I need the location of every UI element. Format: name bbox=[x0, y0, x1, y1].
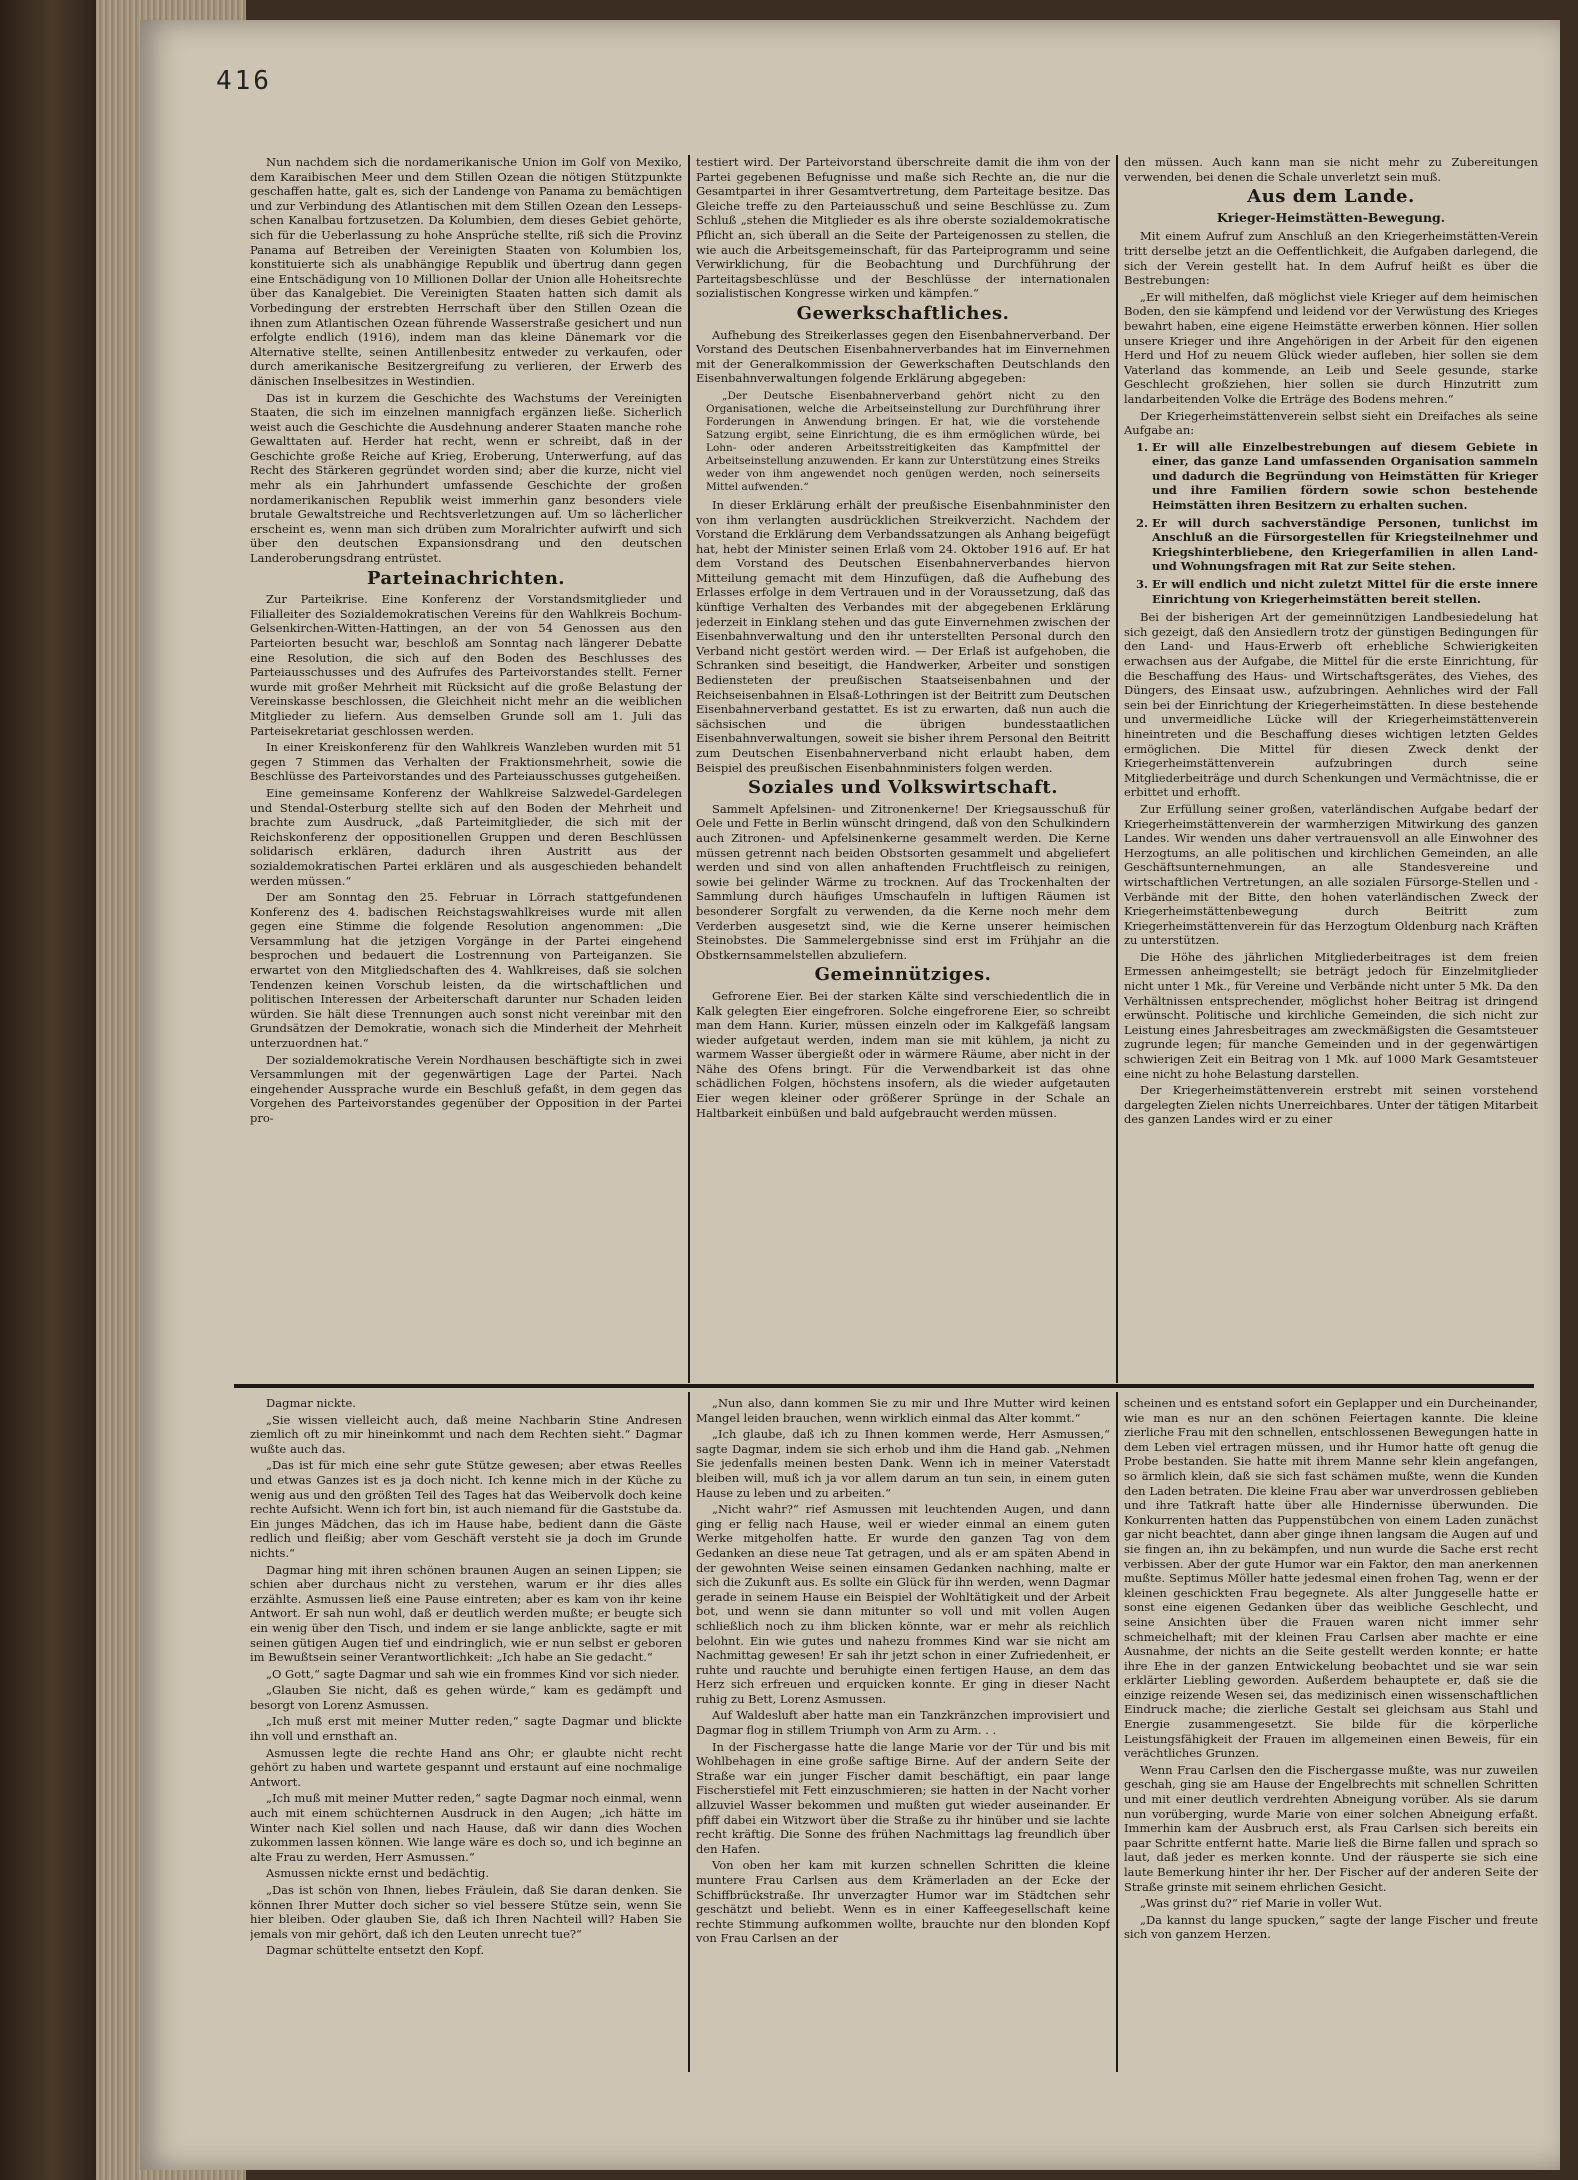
article-paragraph: Zur Erfüllung seiner großen, vaterländischen Aufgabe bedarf der Kriegerheimstättenverein der warmherzigen Mitwirkung des ganzen Landes. Wir wenden uns daher vertrauensvoll an alle Einwohner des Herzogtums, an alle politischen und kirchlichen Gemeinden, an alle Geschäftsunternehmungen, an alle Standesvereine und wirtschaftlichen Vertretungen, an alle sozialen Fürsorge-Stellen und -Verbände mit der Bitte, den hohen vaterländischen Zweck der Kriegerheimstättenbewegung durch Beitritt zum Kriegerheimstättenverein für das Herzogtum Oldenburg nach Kräften zu unterstützen. bbox=[1124, 801, 1538, 948]
article-paragraph: Die Höhe des jährlichen Mitgliederbeitrages ist dem freien Ermessen anheimgestellt; sie beträgt jedoch für Einzelmitglieder nicht unter 1 Mk., für Vereine und Verbände nicht unter 5 Mk. Da den Verhältnissen entsprechender, möglichst hoher Beitrag ist dringend erwünscht. Politische und kirchliche Gemeinden, die sich nicht zur Leistung eines Jahresbeitrages am zweckmäßigsten die Gesamtsteuer zugrunde legen; für manche Gemeinden und in der gegenwärtigen schwierigen Zeit ein Beitrag von 1 Mk. auf 1000 Mark Gesamtsteuer eine nicht zu hohe Belastung darstellen. bbox=[1124, 949, 1538, 1081]
article-paragraph: Nun nachdem sich die nordamerikanische Union im Golf von Mexiko, dem Karaibischen Meer und dem Stillen Ozean die nötigen Stützpunkte geschaffen hatte, galt es, sich der Landenge von Panama zu bemächtigen und zur Verbindung des Atlantischen mit dem Stillen Ozean den Lesseps-schen Kanalbau fortzusetzen. Da Kolumbien, dem dieses Gebiet gehörte, sich für die Ueberlassung zu hohe Ansprüche stellte, riß sich die Provinz Panama auf Betreiben der Vereinigten Staaten von Kolumbien los, konstituierte sich als unabhängige Republik und übertrug dann gegen eine Entschädigung von 10 Millionen Dollar der Union alle Hoheitsrechte über das Kanalgebiet. Die Vereinigten Staaten hatten sich damit als Vorbedingung der erstrebten Herrschaft über den Stillen Ozean die ihnen zum Atlantischen Ozean führende Wasserstraße gesichert und nun erfolgte endlich (1916), indem man das kleine Dänemark vor die Alternative stellte, seinen Antillenbesitz entweder zu verkaufen, oder durch amerikanische Besitzergreifung zu verlieren, der Erwerb des dänischen Inselbesitzes in Westindien. bbox=[250, 155, 682, 388]
column-rule-1 bbox=[688, 155, 690, 1383]
article-paragraph: Der sozialdemokratische Verein Nordhausen beschäftigte sich in zwei Versammlungen mit der gegenwärtigen Lage der Partei. Nach eingehender Aussprache wurde ein Beschluß gefaßt, in dem gegen das Vorgehen des Parteivorstandes gegenüber der Opposition in der Partei pro- bbox=[250, 1052, 682, 1125]
story-paragraph: „Nicht wahr?“ rief Asmussen mit leuchtenden Augen, und dann ging er fellig nach Hause, weil er wieder einmal an einem guten Werke mitgeholfen hatte. Er wurde den ganzen Tag von dem Gedanken an diese neue Tat getragen, und als er am späten Abend in der gewohnten Weise seinen einsamen Gedanken nachhing, malte er sich die Zukunft aus. Es sollte ein Glück für ihn werden, wenn Dagmar gerade in seinem Hause ein Beispiel der Wohltätigkeit und der Arbeit bot, und wenn sie dann mitunter so voll und mit vollen Augen schließlich noch zu ihm blicken könnte, war er mehr als reichlich belohnt. Ein wie gutes und nahezu frommes Kind war sie nicht am Nachmittag gewesen! Er sah ihr jetzt schon in einer Zufriedenheit, er ruhte und rauchte und beruhigte einen fertigen Hause, an dem das Herz sich erfreuen und erquicken konnte. Er ging in dieser Nacht ruhig zu Bett, Lorenz Asmussen. bbox=[696, 1502, 1110, 1706]
list-item: 2. Er will durch sachverständige Personen, tunlichst im Anschluß an die Fürsorgestellen für Kriegsteilnehmer und Kriegshinterbliebene, den Kriegerfamilien in allen Land- und Wohnungsfragen mit Rat zur Seite stehen. bbox=[1152, 516, 1538, 574]
article-paragraph: den müssen. Auch kann man sie nicht mehr zu Zubereitungen verwenden, bei denen die Schale unverletzt sein muß. bbox=[1124, 155, 1538, 184]
story-paragraph: Von oben her kam mit kurzen schnellen Schritten die kleine muntere Frau Carlsen aus dem Krämerladen an der Ecke der Schiffbrückstraße. Ihr unverzagter Humor war im Städtchen sehr geschätzt und beliebt. Wenn es in einer Kaffeegesellschaft keine rechte Stimmung aufkommen wollte, brauchte nur den blonden Kopf von Frau Carlsen an der bbox=[696, 1858, 1110, 1946]
section-subheading: Krieger-Heimstätten-Bewegung. bbox=[1216, 209, 1446, 225]
section-heading-gewerkschaftliches: Gewerkschaftliches. bbox=[796, 302, 1010, 324]
article-paragraph: Der Kriegerheimstättenverein erstrebt mit seinen vorstehend dargelegten Zielen nichts Unerreichbares. Unter der tätigen Mitarbeit des ganzen Landes wird er zu einer bbox=[1124, 1083, 1538, 1127]
article-paragraph: Eine gemeinsame Konferenz der Wahlkreise Salzwedel-Gardelegen und Stendal-Osterburg stellte sich auf den Boden der Mehrheit und brachte zum Ausdruck, „daß Parteimitglieder, die sich mit der Reichskonferenz der oppositionellen Gruppen und deren Beschlüssen solidarisch erklären, dadurch ihren Austritt aus der sozialdemokratischen Partei erklären und als ausgeschieden behandelt werden müssen.“ bbox=[250, 785, 682, 888]
story-paragraph: In der Fischergasse hatte die lange Marie vor der Tür und bis mit Wohlbehagen in eine große saftige Birne. Auf der andern Seite der Straße war ein junger Fischer damit beschäftigt, ein paar lange Fischerstiefel mit Fett einzuschmieren; sie hatten in der Nacht vorher allzuviel Wasser bekommen und mußten gut wieder auseinander. Er pfiff dabei ein Witzwort über die Straße zu ihr hinüber und sie lachte recht kräftig. Die Sonne des frühen Nachmittags lag freundlich über den Hafen. bbox=[696, 1739, 1110, 1856]
story-paragraph: „Das ist für mich eine sehr gute Stütze gewesen; aber etwas Reelles und etwas Ganzes ist es ja doch nicht. Ich kenne mich in der Küche zu wenig aus und den größten Teil des Tages hat das Weibervolk doch keine rechte Aufsicht. Wenn ich fort bin, ist auch niemand für die Gaststube da. Ein junges Mädchen, das ich im Hause habe, bedient dann die Gäste redlich und fleißig; aber vom Geschäft versteht sie ja doch im Grunde nichts.“ bbox=[250, 1458, 682, 1560]
feuilleton-column-2 bbox=[696, 1396, 1110, 2072]
column-2 bbox=[696, 155, 1110, 1383]
feuilleton-rule-2 bbox=[1116, 1392, 1118, 2072]
feuilleton-column-3 bbox=[1124, 1396, 1538, 2072]
story-paragraph: „Ich muß mit meiner Mutter reden,“ sagte Dagmar noch einmal, wenn auch mit einem schüchternen Ausdruck in den Augen; „ich hätte im Winter nach Kiel sollen und nach Hause, daß wir dann dies Wochen zukommen lassen können. Wie lange wäre es doch so, und ich beginne an alte Frau zu werden, Herr Asmussen.“ bbox=[250, 1791, 682, 1864]
quoted-declaration: „Der Deutsche Eisenbahnerverband gehört nicht zu den Organisationen, welche die Arbeitseinstellung zur Durchführung ihrer Forderungen in Anwendung bringen. Er hat, wie die vorstehende Satzung ergibt, seine Einrichtung, die es ihm ermöglichen würde, bei Lohn- oder anderen Arbeitsstreitigkeiten das Kampfmittel der Arbeitseinstellung anzuwenden. Er kann zur Unterstützung eines Streiks weder von ihm angewendet noch genügen werden, noch seinerseits Mittel aufwenden.“ bbox=[706, 389, 1100, 493]
story-paragraph: „Ich glaube, daß ich zu Ihnen kommen werde, Herr Asmussen,“ sagte Dagmar, indem sie sich erhob und ihm die Hand gab. „Nehmen Sie jedenfalls meinen besten Dank. Wenn ich in meiner Vaterstadt bleiben will, muß ich ja vor allem darum an tun sein, in einem guten Hause zu leben und zu arbeiten.“ bbox=[696, 1427, 1110, 1500]
story-paragraph: „Ich muß erst mit meiner Mutter reden,“ sagte Dagmar und blickte ihn voll und ernsthaft an. bbox=[250, 1714, 682, 1744]
story-paragraph: Dagmar nickte. bbox=[266, 1396, 356, 1410]
story-paragraph: scheinen und es entstand sofort ein Geplapper und ein Durcheinander, wie man es nur an den schönen Feiertagen kannte. Die kleine zierliche Frau mit den schnellen, entschlossenen Bewegungen hatte in dem Leben viel ertragen müssen, und ihr Humor hatte oft genug die Probe bestanden. Sie hatte mit ihrem Manne sehr klein angefangen, so ärmlich klein, daß sie sich fast schämen mußte, wenn die Kunden den Laden betraten. Die kleine Frau aber war unverdrossen geblieben und ihre Tatkraft hatte über alle Hindernisse überwunden. Die Konkurrenten hatten das Puppenstübchen von einem Laden zunächst gar nicht beachtet, dann aber ginge ihnen langsam die Augen auf und sie fingen an, ihn zu bekämpfen, und nun wurde die Sache erst recht verbissen. Aber der gute Humor war ein Faktor, den man anerkennen mußte. Septimus Möller hatte jedesmal einen frohen Tag, wenn er der kleinen geschickten Frau begegnete. Als alter Junggeselle hatte er sonst eine eigenen Gedanken über das weibliche Geschlecht, und seine Ansichten über die Frauen waren nicht immer sehr schmeichelhaft; mit der kleinen Frau Carlsen aber machte er eine Ausnahme, der nichts an die Seite gestellt werden konnte; er hatte ihre Ehe in der ganzen Entwickelung beobachtet und sie war sein erklärter Liebling geworden. Außerdem behauptete er, daß sie die einzige reizende Wesen sei, das medizinisch einen wissenschaftlichen Eindruck mache; die zierliche Gestalt sei gleichsam aus Stahl und Energie zusammengesetzt. Sie bilde für die körperliche Leistungsfähigkeit der Frauen im allgemeinen einen Beweis, für ein verächtliches Grunzen. bbox=[1124, 1396, 1538, 1761]
story-paragraph: Dagmar hing mit ihren schönen braunen Augen an seinen Lippen; sie schien aber durchaus nicht zu verstehen, warum er ihr dies alles erzählte. Asmussen ließ eine Pause eintreten; aber es kam von ihr keine Antwort. Er sah nun wohl, daß er deutlich werden mußte; er beugte sich ein wenig über den Tisch, und indem er sie lange anblickte, sagte er mit seinen gütigen Augen tief und eindringlich, wie er nun selbst er geboren im Bewußtsein seiner Verantwortlichkeit: „Ich habe an Sie gedacht.“ bbox=[250, 1562, 682, 1665]
story-paragraph: „Was grinst du?“ rief Marie in voller Wut. bbox=[1140, 1896, 1383, 1911]
article-paragraph: Sammelt Apfelsinen- und Zitronenkerne! Der Kriegsausschuß für Oele und Fette in Berlin wünscht dringend, daß von den Schulkindern auch Zitronen- und Apfelsinenkerne gesammelt werden. Die Kerne müssen getrennt nach beiden Obstsorten gesammelt und abgeliefert werden und sind von allen anhaftenden Fruchtfleisch zu reinigen, sowie bei gelinder Wärme zu trocknen. Auf das Trockenhalten der Sammlung durch häufiges Umschaufeln in luftigen Räumen ist besonderer Sorgfalt zu verwenden, da die Kerne noch mehr dem Verderben ausgesetzt sind, wie die Kerne unserer heimischen Steinobstes. Die Sammelergebnisse sind erst im Frühjahr an die Obstkernsammelstellen abzuliefern. bbox=[696, 801, 1110, 962]
story-paragraph: „Da kannst du lange spucken,“ sagte der lange Fischer und freute sich von ganzem Herzen. bbox=[1124, 1912, 1538, 1942]
story-paragraph: Auf Waldesluft aber hatte man ein Tanzkränzchen improvisiert und Dagmar flog in stillem Triumph von Arm zu Arm. . . bbox=[696, 1708, 1110, 1738]
story-paragraph: Asmussen nickte ernst und bedächtig. bbox=[266, 1866, 490, 1881]
feuilleton-column-1 bbox=[250, 1396, 682, 2072]
column-3 bbox=[1124, 155, 1538, 1383]
article-paragraph: testiert wird. Der Parteivorstand überschreite damit die ihm von der Partei gegebenen Befugnisse und maße sich Rechte an, die nur die Gesamtpartei in ihrer Gesamtvertretung, dem Parteitage besitze. Das Gleiche treffe zu den Parteiausschuß und seine Beschlüsse zu. Zum Schluß „stehen die Mitglieder es als ihre oberste sozialdemokratische Pflicht an, sich überall an die Seite der Parteigenossen zu stellen, die wie auch die Arbeitsgemeinschaft, für das Parteiprogramm und seine Verwirklichung, für die Beobachtung und Durchführung der Parteitagsbeschlüsse und der Beschlüsse der internationalen sozialistischen Kongresse wirken und kämpfen.“ bbox=[696, 155, 1110, 301]
column-rule-2 bbox=[1116, 155, 1118, 1383]
feuilleton-rule-1 bbox=[688, 1392, 690, 2072]
article-paragraph: Mit einem Aufruf zum Anschluß an den Kriegerheimstätten-Verein tritt derselbe jetzt an die Oeffentlichkeit, die Aufgaben darlegend, die sich der Verein gestellt hat. In dem Aufruf heißt es über die Bestrebungen: bbox=[1124, 229, 1538, 288]
feuilleton-separator bbox=[234, 1384, 1534, 1388]
article-paragraph: Bei der bisherigen Art der gemeinnützigen Landbesiedelung hat sich gezeigt, daß den Ansiedlern trotz der günstigen Bedingungen für den Land- und Haus-Erwerb oft erhebliche Schwierigkeiten erwachsen aus der Aufgabe, die Mittel für die erste Einrichtung, für die Beschaffung des Haus- und Wirtschaftsgerätes, des Viehes, des Düngers, des Einsaat usw., aufzubringen. Aehnliches wird der Fall sein bei der Einrichtung der Kriegerheimstätten. In diese bestehende und unvermeidliche Lücke will der Kriegerheimstättenverein hineintreten und die Beschaffung dieses wichtigen letzten Geldes ermöglichen. Die Mittel für diesen Zweck denkt der Kriegerheimstättenverein aufzubringen durch seine Mitgliederbeiträge und durch Schenkungen und Vermächtnisse, die er erbittet und erhofft. bbox=[1124, 610, 1538, 800]
book-binding bbox=[0, 0, 96, 2180]
story-paragraph: Dagmar schüttelte entsetzt den Kopf. bbox=[266, 1943, 485, 1958]
story-paragraph: Wenn Frau Carlsen den die Fischergasse mußte, was nur zuweilen geschah, ging sie am Hause der Engelbrechts mit schnellen Schritten und mit einer deutlich verdrehten Abneigung vorüber. Als sie darum nun vorüberging, wurde Marie von einer solchen Abneigung erfaßt. Immerhin kam der Ausbruch erst, als Frau Carlsen sich bereits ein paar Schritte entfernt hatte. Marie ließ die Birne fallen und sprach so laut, daß jeder es merken konnte. Und der räusperte sie sich eine laute Bemerkung hinter ihr her. Der Fischer auf der anderen Seite der Straße grinste mit seinem ehrlichen Gesicht. bbox=[1124, 1762, 1538, 1894]
article-paragraph: Aufhebung des Streikerlasses gegen den Eisenbahnerverband. Der Vorstand des Deutschen Eisenbahnerverbandes hat im Einvernehmen mit der Generalkommission der Gewerkschaften Deutschlands den Eisenbahnverwaltungen folgende Erklärung abgegeben: bbox=[696, 327, 1110, 386]
section-heading-parteinachrichten: Parteinachrichten. bbox=[366, 567, 566, 589]
section-heading-aus-dem-lande: Aus dem Lande. bbox=[1247, 186, 1415, 208]
column-1 bbox=[250, 155, 682, 1383]
article-paragraph: Gefrorene Eier. Bei der starken Kälte sind verschiedentlich die in Kalk gelegten Eier eingefroren. Solche eingefrorene Eier, so schreibt man dem Hann. Kurier, müssen einzeln oder im Kalkgefäß langsam wieder aufgetaut werden, indem man sie mit kühlem, ja nicht zu warmem Wasser übergießt oder in wärmere Räume, aber nicht in der Nähe des Ofens bringt. Für die Verwendbarkeit ist das ohne schädlichen Folgen, höchstens insofern, als die wieder aufgetauten Eier wegen kleiner oder größerer Sprünge in der Schale an Haltbarkeit einbüßen und bald aufgebraucht werden müssen. bbox=[696, 988, 1110, 1120]
story-paragraph: Asmussen legte die rechte Hand ans Ohr; er glaubte nicht recht gehört zu haben und wartete gespannt und erstaunt auf eine nochmalige Antwort. bbox=[250, 1745, 682, 1789]
list-item: 3. Er will endlich und nicht zuletzt Mittel für die erste innere Einrichtung von Kriegerheimstätten bereit stellen. bbox=[1152, 577, 1538, 606]
article-paragraph: Das ist in kurzem die Geschichte des Wachstums der Vereinigten Staaten, die sich im einzelnen mannigfach ergänzen ließe. Sicherlich weist auch die Geschichte die Ausdehnung anderer Staaten manche rohe Gewalttaten auf. Herder hat recht, wenn er schreibt, daß in der Geschichte große Reiche auf Krieg, Eroberung, Unterwerfung, auf das Recht des Stärkeren gegründet worden sind; aber die kurze, nicht viel mehr als ein Jahrhundert umfassende Geschichte der großen nordamerikanischen Republik weist immerhin ganz besonders viele brutale Gewaltstreiche und Rechtsverletzungen auf. Um so lächerlicher erscheint es, wenn man sich drüben zum Moralrichter aufwirft und sich über den deutschen Expansionsdrang und den deutschen Landeroberungsdrang entrüstet. bbox=[250, 390, 682, 566]
aims-list bbox=[1138, 440, 1538, 607]
list-item: 1. Er will alle Einzelbestrebungen auf diesem Gebiete in einer, das ganze Land umfassenden Organisation sammeln und dadurch die Begründung von Heimstätten für Krieger und ihre Familien fördern sowie schon bestehende Heimstätten ihren Besitzern zu erhalten suchen. bbox=[1152, 440, 1538, 513]
article-paragraph: In dieser Erklärung erhält der preußische Eisenbahnminister den von ihm verlangten ausdrücklichen Streikverzicht. Nachdem der Vorstand die Erklärung dem Verbandssatzungen als Anhang beigefügt hat, hebt der Minister seinen Erlaß vom 24. Oktober 1916 auf. Er hat dem Vorstand des Deutschen Eisenbahnerverbandes hiervon Mitteilung gemacht mit dem Hinzufügen, daß die Aufhebung des Erlasses erfolge in dem Vertrauen und in der Voraussetzung, daß das künftige Verhalten des Verbandes mit der abgegebenen Erklärung jederzeit in Einklang stehen und das gute Einvernehmen zwischen der Eisenbahnverwaltung und den ihr unterstellten Personal durch den Verband nicht gestört werden wird. — Der Erlaß ist aufgehoben, die Schranken sind beseitigt, die Handwerker, Arbeiter und sonstigen Bediensteten der preußischen Staatseisenbahnen und der Reichseisenbahnen in Elsaß-Lothringen ist der Beitritt zum Deutschen Eisenbahnerverband gestattet. Es ist zu erwarten, daß nun auch die sächsischen und die übrigen bundesstaatlichen Eisenbahnverwaltungen, soweit sie bisher ihrem Personal den Beitritt zum Deutschen Eisenbahnerverband nicht erlaubt haben, dem Beispiel des preußischen Eisenbahnministers folgen werden. bbox=[696, 497, 1110, 775]
article-paragraph: Der Kriegerheimstättenverein selbst sieht ein Dreifaches als seine Aufgabe an: bbox=[1124, 408, 1538, 438]
article-paragraph: In einer Kreiskonferenz für den Wahlkreis Wanzleben wurden mit 51 gegen 7 Stimmen das Verhalten der Fraktionsmehrheit, sowie die Beschlüsse des Parteivorstandes und des Parteiausschusses gutgeheißen. bbox=[250, 740, 682, 784]
article-paragraph: „Er will mithelfen, daß möglichst viele Krieger auf dem heimischen Boden, den sie kämpfend und leidend vor der Verwüstung des Krieges bewahrt haben, eine eigene Heimstätte erwerben können. Hier sollen unsere Krieger und ihre Angehörigen in der Arbeit für den eigenen Herd und Hof zu neuem Glück wieder aufleben, hier sollen sie dem Vaterland das kommende, an Leib und Seele gesunde, starke Geschlecht großziehen, hier sollen sie durch Hinzutritt zum landarbeitenden Volke die Erträge des Bodens mehren.“ bbox=[1124, 289, 1538, 406]
section-heading-soziales: Soziales und Volkswirtschaft. bbox=[747, 777, 1058, 799]
story-paragraph: „O Gott,“ sagte Dagmar und sah wie ein frommes Kind vor sich nieder. bbox=[266, 1666, 680, 1681]
section-heading-gemeinnuetziges: Gemeinnütziges. bbox=[814, 964, 992, 986]
story-paragraph: „Das ist schön von Ihnen, liebes Fräulein, daß Sie daran denken. Sie können Ihrer Mutter doch sicher so viel bessere Stütze sein, wenn Sie hier bleiben. Oder glauben Sie, daß ich Ihren Nachteil will? Haben Sie jemals von mir gehört, daß ich den Leuten unrecht tue?“ bbox=[250, 1883, 682, 1941]
page-number: 416 bbox=[216, 66, 272, 96]
story-paragraph: „Sie wissen vielleicht auch, daß meine Nachbarin Stine Andresen ziemlich oft zu mir hineinkommt und nach dem Rechten sieht.“ Dagmar wußte auch das. bbox=[250, 1412, 682, 1456]
story-paragraph: „Nun also, dann kommen Sie zu mir und Ihre Mutter wird keinen Mangel leiden brauchen, wenn wirklich einmal das Alter kommt.“ bbox=[696, 1396, 1110, 1425]
article-paragraph: Der am Sonntag den 25. Februar in Lörrach stattgefundenen Konferenz des 4. badischen Reichstagswahlkreises wurde mit allen gegen eine Stimme die folgende Resolution angenommen: „Die Versammlung hat die jetzigen Vorgänge in der Partei eingehend besprochen und bedauert die Lostrennung von Parteiganzen. Sie erwartet von den Mitgliedschaften des 4. Wahlkreises, daß sie solchen Tendenzen keinen Vorschub leisten, da die wirtschaftlichen und politischen Interessen der Arbeiterschaft darunter nur Schaden leiden würden. Sie hält diese Trennungen auch sonst nicht vereinbar mit den Grundsätzen der Demokratie, wonach sich die Minderheit der Mehrheit unterzuordnen hat.“ bbox=[250, 890, 682, 1051]
story-paragraph: „Glauben Sie nicht, daß es gehen würde,“ kam es gedämpft und besorgt von Lorenz Asmussen. bbox=[250, 1683, 682, 1712]
article-paragraph: Zur Parteikrise. Eine Konferenz der Vorstandsmitglieder und Filialleiter des Sozialdemokratischen Vereins für den Wahlkreis Bochum-Gelsenkirchen-Witten-Hattingen, an der von 54 Genossen aus den Parteiorten besucht war, beschloß am Sonntag nach längerer Debatte eine Resolution, die sich auf den Boden des Beschlusses des Parteiausschusses und des Aufrufes des Parteivorstandes stellt. Ferner wurde mit großer Mehrheit mit Rücksicht auf die große Belastung der Vereinskasse beschlossen, die Gleichheit nicht mehr an die weiblichen Mitglieder zu liefern. Aus demselben Grunde soll am 1. Juli das Parteisekretariat geschlossen werden. bbox=[250, 592, 682, 738]
